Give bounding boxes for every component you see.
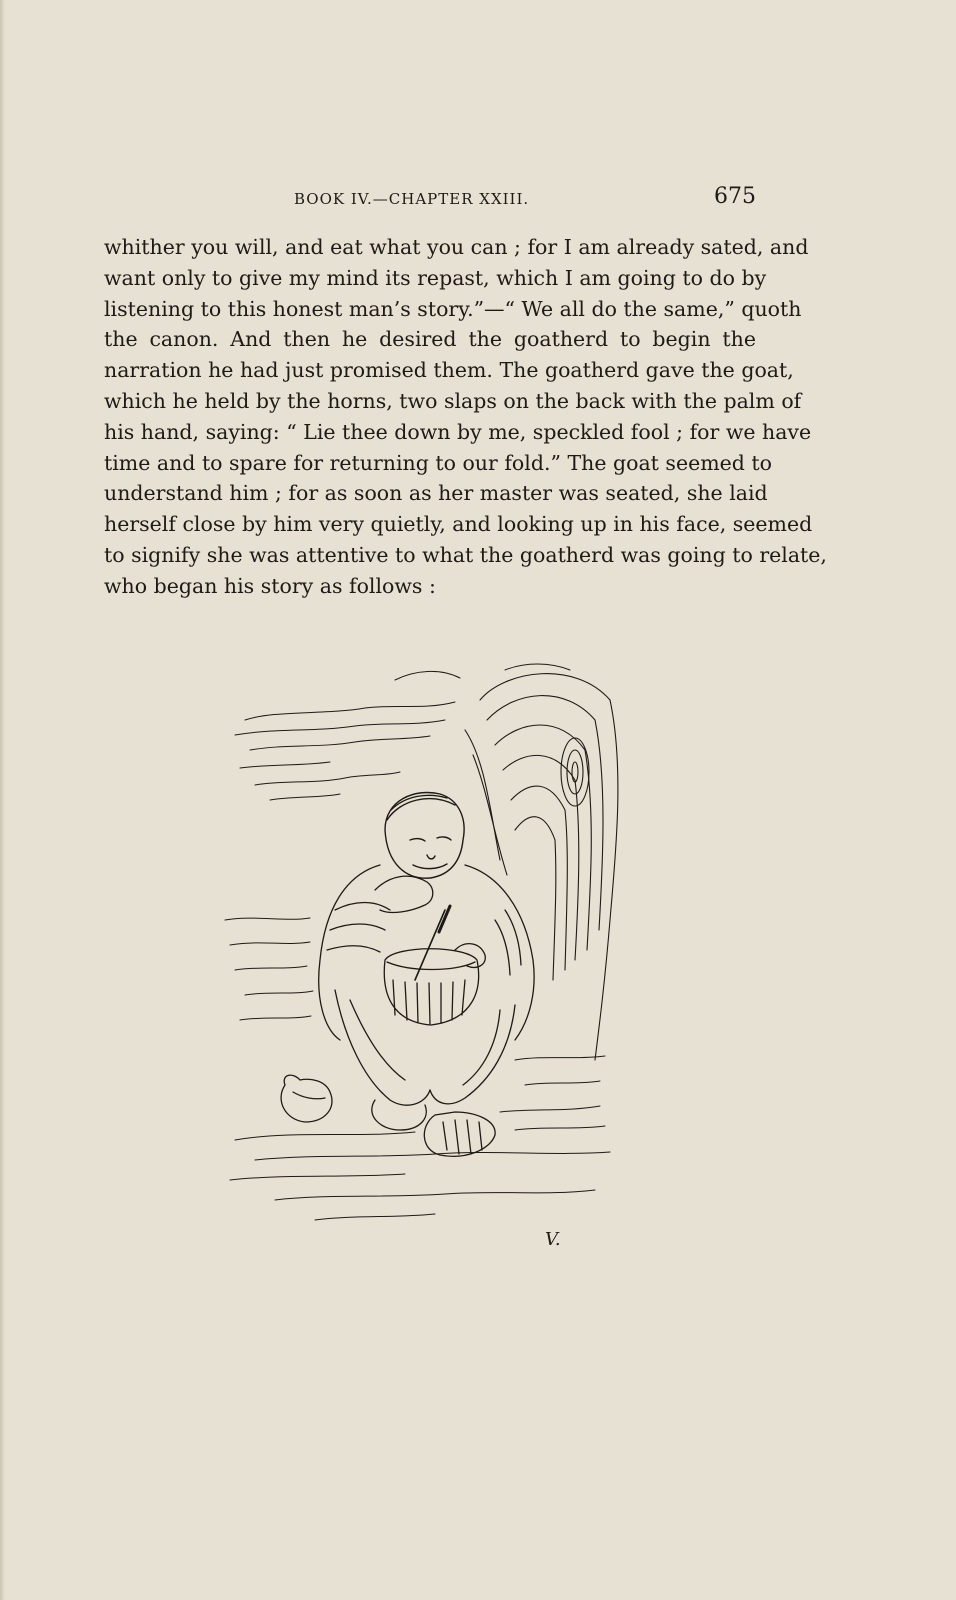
text-line: the canon. And then he desired the goatherd to begin the [104, 327, 756, 352]
body-text [104, 232, 827, 602]
goatherd-legs [335, 990, 515, 1156]
goatherd-body [319, 865, 534, 1040]
illustration-goatherd-eating [215, 660, 645, 1260]
page-number: 675 [714, 184, 756, 209]
text-line: herself close by him very quietly, and looking up in his face, seemed [104, 512, 813, 537]
text-line: his hand, saying: “ Lie thee down by me, speckled fool ; for we have [104, 419, 812, 444]
text-line: want only to give my mind its repast, which I am going to do by [104, 265, 767, 290]
text-line: which he held by the horns, two slaps on the back with the palm of [104, 388, 802, 413]
goatherd-head [385, 793, 464, 879]
flask [281, 1075, 332, 1122]
text-line: who began his story as follows : [104, 573, 436, 598]
text-line: time and to spare for returning to our fold.” The goat seemed to [104, 450, 772, 475]
engraver-signature: V. [545, 1229, 561, 1250]
text-line: to signify she was attentive to what the goatherd was going to relate, [104, 542, 827, 567]
text-line: whither you will, and eat what you can ; for I am already sated, and [104, 235, 809, 259]
tree-trunk [465, 674, 618, 1060]
text-line: understand him ; for as soon as her master was seated, she laid [104, 481, 768, 506]
running-head [104, 186, 756, 216]
clouds [235, 664, 570, 800]
ground [225, 918, 610, 1220]
page-edge [0, 0, 5, 1600]
running-title: BOOK IV.—CHAPTER XXIII. [294, 190, 530, 208]
text-line: narration he had just promised them. The goatherd gave the goat, [104, 358, 794, 383]
text-line: listening to this honest man’s story.”—“ We all do the same,” quoth [104, 296, 802, 321]
engraving [215, 660, 645, 1260]
